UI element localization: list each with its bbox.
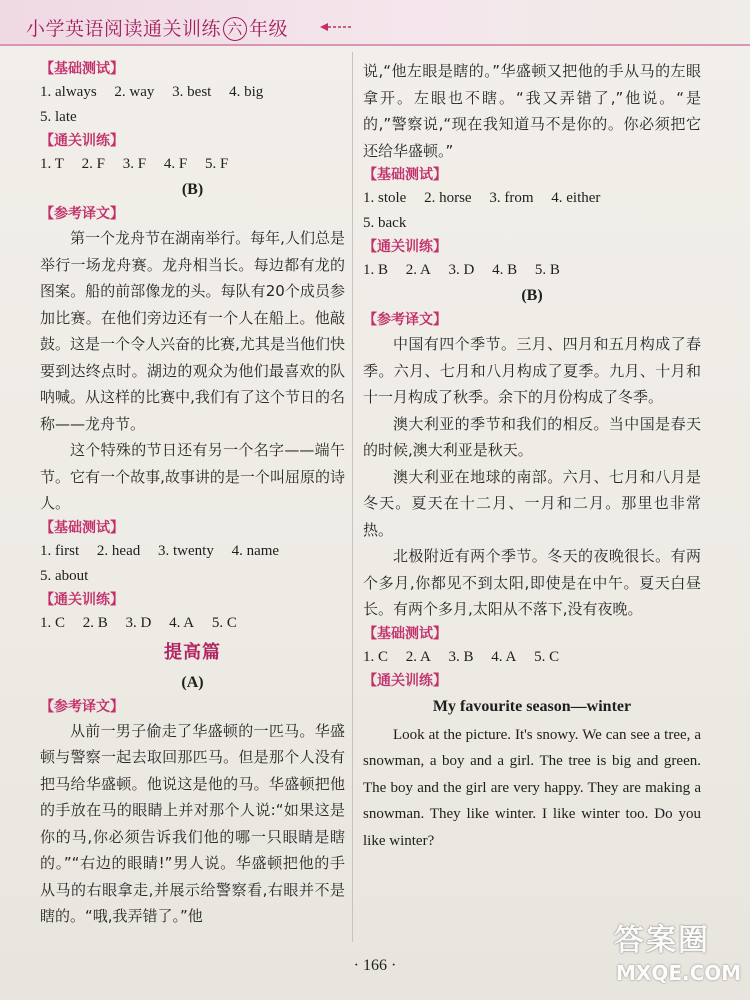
watermark-logo	[608, 915, 748, 995]
answer: 2. horse	[424, 190, 472, 206]
section-label-basic: 【基础测试】	[40, 61, 124, 77]
answer: 1. stole	[363, 190, 407, 206]
answer: 3. D	[448, 262, 475, 278]
answer-row	[40, 105, 345, 130]
answer: 3. best	[172, 84, 212, 100]
answer-row	[40, 611, 345, 636]
answer: 3. B	[448, 648, 474, 665]
answer-row	[363, 211, 701, 236]
answer: 2. F	[81, 156, 105, 172]
answer: 1. T	[40, 156, 64, 172]
answer: 4. either	[551, 190, 601, 206]
right-column	[363, 58, 701, 854]
section-label-translation: 【参考译文】	[40, 206, 124, 222]
answer: 5. about	[40, 567, 89, 584]
title-text: 小学英语阅读通关训练	[26, 18, 222, 40]
answer-row	[363, 186, 701, 211]
answer-row	[40, 539, 345, 564]
section-label-basic: 【基础测试】	[363, 625, 447, 642]
answer: 2. way	[114, 84, 155, 100]
paragraph: Look at the picture. It's snowy. We can see a tree, a snowman, a boy and a girl. The tree is big and green. The boy and the girl are very happy. They are making a snowman. They like winter. I like winter too. Do you like winter?	[363, 726, 701, 849]
section-label-basic: 【基础测试】	[363, 167, 447, 183]
answer: 4. big	[229, 84, 264, 100]
section-label-pass: 【通关训练】	[40, 591, 124, 608]
answer: 1. always	[40, 84, 97, 100]
arrow-left-icon	[320, 22, 354, 32]
grade-badge: 六	[223, 17, 247, 41]
section-label-translation: 【参考译文】	[40, 698, 124, 715]
book-title	[26, 14, 288, 41]
part-label-b: (B)	[181, 181, 204, 198]
answer: 1. first	[40, 542, 80, 559]
section-label-pass: 【通关训练】	[363, 239, 447, 255]
answer: 3. from	[489, 190, 534, 206]
answer: 5. F	[204, 156, 229, 172]
answer: 5. late	[40, 109, 77, 125]
header-rule	[0, 44, 750, 46]
answer: 1. B	[363, 262, 389, 278]
answer: 5. B	[534, 262, 560, 278]
translation-continued	[363, 58, 701, 164]
answer-row	[40, 564, 345, 589]
watermark-url: MXQE.COM	[616, 961, 742, 985]
answer: 5. C	[211, 614, 237, 631]
answer: 4. B	[492, 262, 518, 278]
paragraph: 说,“他左眼是瞎的。”华盛顿又把他的手从马的左眼拿开。左眼也不瞎。“我又弄错了,”他说。“是的,”警察说,“现在我知道马不是你的。你必须把它还给华盛顿。”	[363, 62, 701, 160]
paragraph: 从前一男子偷走了华盛顿的一匹马。华盛顿与警察一起去取回那匹马。但是那个人没有把马给华盛顿。他说这是他的马。华盛顿把他的手放在马的眼睛上并对那个人说:“如果这是你的马,你必须告诉我们他的哪一只眼睛是瞎的。”“右边的眼睛!”男人说。华盛顿把他的手从马的右眼拿走,并展示给警察看,右眼并不是瞎的。“哦,我弄错了。”他	[40, 721, 345, 925]
essay-text	[363, 722, 701, 855]
paragraph: 澳大利亚的季节和我们的相反。当中国是春天的时候,澳大利亚是秋天。	[363, 414, 701, 459]
title-suffix: 年级	[249, 18, 289, 40]
paragraph: 北极附近有两个季节。冬天的夜晚很长。有两个多月,你都见不到太阳,即使是在中午。夏天白昼长。有两个多月,太阳从不落下,没有夜晚。	[363, 547, 701, 618]
answer: 3. F	[122, 156, 147, 172]
paragraph: 澳大利亚在地球的南部。六月、七月和八月是冬天。夏天在十二月、一月和二月。那里也非常热。	[363, 467, 701, 539]
answer: 5. C	[534, 648, 560, 665]
part-label-b: (B)	[521, 287, 543, 304]
answer: 1. C	[363, 648, 389, 665]
answer: 2. A	[405, 262, 431, 278]
answer: 3. D	[125, 614, 152, 631]
answer-row	[40, 80, 345, 105]
answer: 2. B	[82, 614, 108, 631]
paragraph: 第一个龙舟节在湖南举行。每年,人们总是举行一场龙舟赛。龙舟相当长。每边都有龙的图案。船的前部像龙的头。每队有20个成员参加比赛。在他们旁边还有一个人在船上。他敲鼓。这是一个令人兴奋的比赛,尤其是当他们快要到达终点时。湖边的观众为他们最喜欢的队呐喊。从这样的比赛中,我们有了这个节日的名称——龙舟节。	[40, 229, 345, 433]
answer-row	[363, 258, 701, 283]
translation-text	[40, 225, 345, 517]
section-label-basic: 【基础测试】	[40, 519, 124, 536]
translation-text	[363, 331, 701, 623]
answer: 2. head	[96, 542, 141, 559]
answer: 1. C	[40, 614, 66, 631]
answer: 4. F	[163, 156, 188, 172]
page-number: · 166 ·	[353, 957, 397, 974]
paragraph: 这个特殊的节日还有另一个名字——端午节。它有一个故事,故事讲的是一个叫屈原的诗人。	[40, 441, 345, 512]
essay-title: My favourite season—winter	[432, 697, 632, 715]
answer: 4. A	[491, 648, 517, 665]
part-label-a: (A)	[181, 673, 204, 691]
section-title: 提高篇	[164, 641, 221, 663]
answer: 4. A	[169, 614, 195, 631]
page-header	[0, 0, 750, 46]
section-label-pass: 【通关训练】	[40, 133, 124, 149]
answer-row	[40, 152, 345, 177]
left-column	[40, 58, 345, 930]
translation-text	[40, 718, 345, 930]
section-label-pass: 【通关训练】	[363, 672, 447, 689]
column-divider	[352, 52, 353, 942]
answer: 5. back	[363, 215, 407, 231]
watermark-text: 答案圈	[614, 923, 710, 958]
section-label-translation: 【参考译文】	[363, 312, 447, 328]
answer: 3. twenty	[158, 542, 214, 559]
paragraph: 中国有四个季节。三月、四月和五月构成了春季。六月、七月和八月构成了夏季。九月、十月和十一月构成了秋季。余下的月份构成了冬季。	[363, 335, 701, 406]
answer: 4. name	[231, 542, 280, 559]
answer: 2. A	[405, 648, 431, 665]
answer-row	[363, 645, 701, 670]
